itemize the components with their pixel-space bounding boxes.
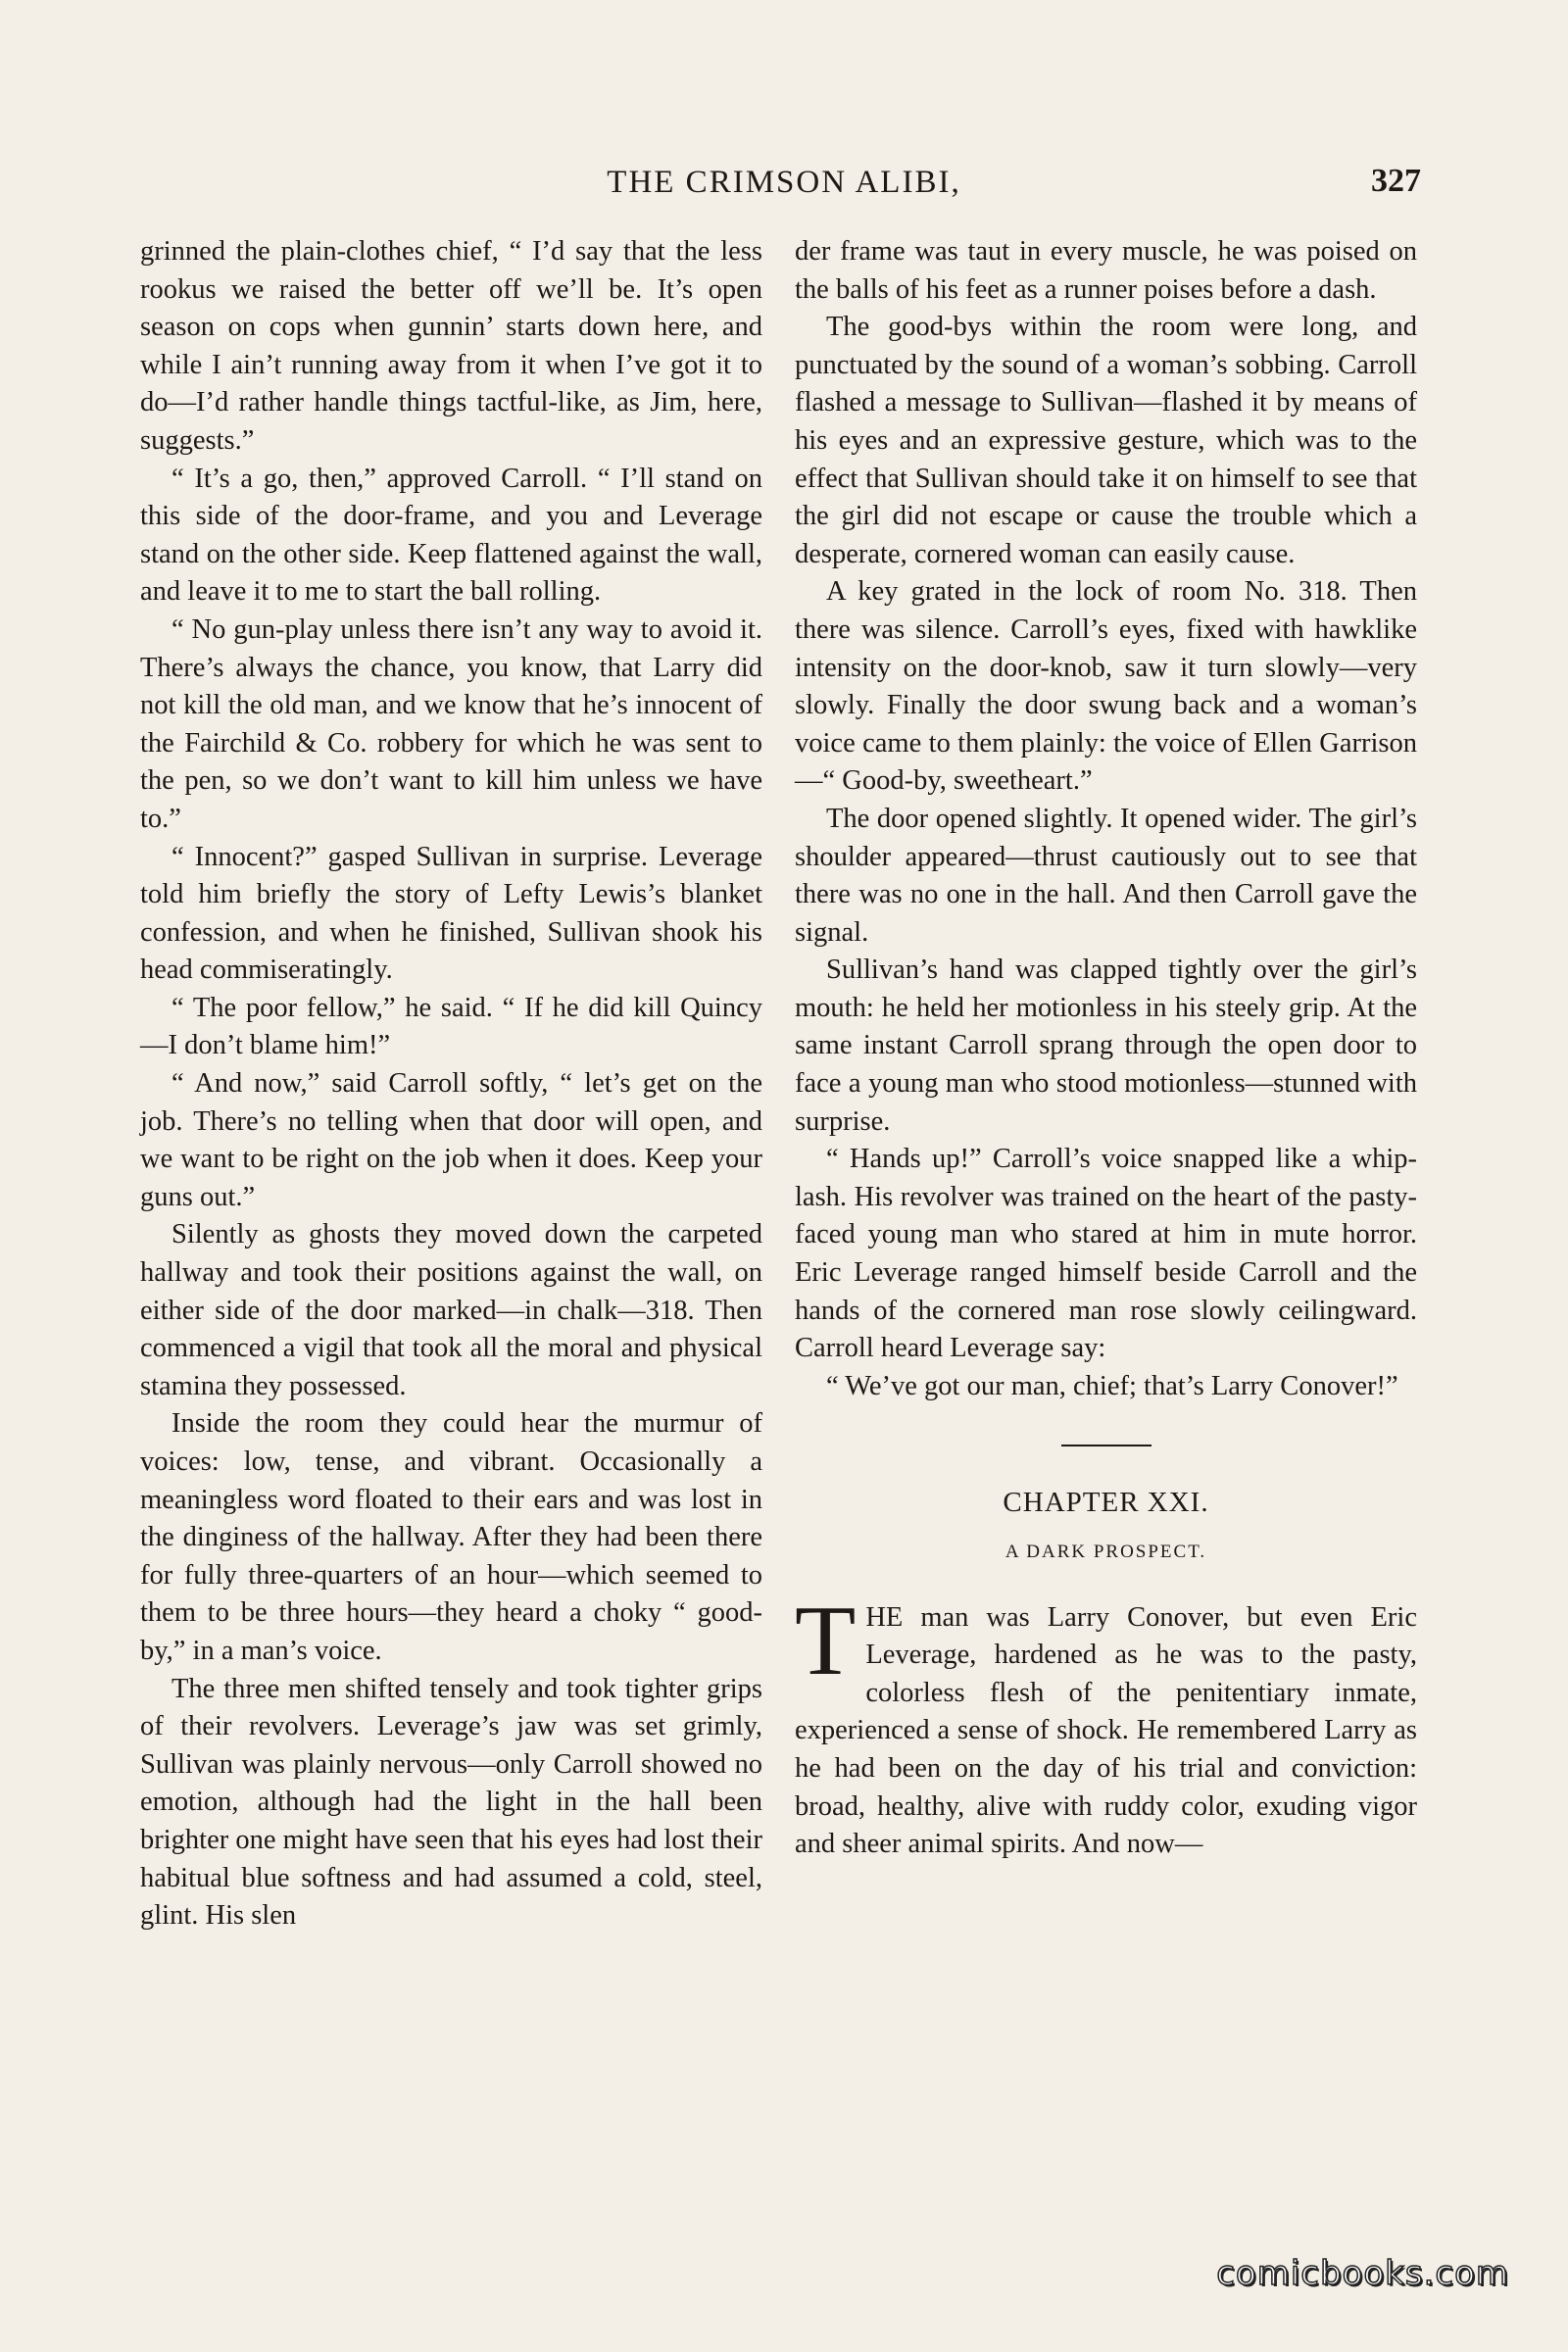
paragraph: The good-bys within the room were long, and punctuated by the sound of a woman’s sobbing. Carroll flashed a message to Sullivan—flashed it by means of his eyes and an expressive gesture, which was to the effect that Sullivan should take it on himself to see that the girl did not escape or cause the trouble which a desperate, cornered woman can easily cause. xyxy=(795,312,1417,569)
section-divider xyxy=(1061,1445,1152,1446)
paragraph: Sullivan’s hand was clapped tightly over the girl’s mouth: he held her motionless in his steely grip. At the same instant Carroll sprang through the open door to face a young man who stood motionless—stunned with surprise. xyxy=(795,955,1417,1137)
page-number: 327 xyxy=(1371,163,1421,199)
chapter-opening-paragraph xyxy=(795,1585,1417,1864)
paragraph: Silently as ghosts they moved down the carpeted hallway and took their positions against the wall, on either side of the door marked—in chalk—318. Then commenced a vigil that took all the moral and physical stamina they possessed. xyxy=(140,1219,762,1401)
paragraph: “ Innocent?” gasped Sullivan in surprise. Leverage told him briefly the story of Lefty Lewis’s blanket confession, and when he finished, Sullivan shook his head commiseratingly. xyxy=(140,841,762,986)
paragraph: “ Hands up!” Carroll’s voice snapped like a whip-lash. His revolver was trained on the heart of the pasty-faced young man who stared at him in mute horror. Eric Leverage ranged himself beside Carroll and the hands of the cornered man rose slowly ceilingward. Carroll heard Leverage say: xyxy=(795,1144,1417,1364)
right-column xyxy=(795,233,1417,1864)
paragraph: “ The poor fellow,” he said. “ If he did kill Quincy—I don’t blame him!” xyxy=(140,992,762,1061)
paragraph: der frame was taut in every muscle, he was poised on the balls of his feet as a runner poises before a dash. xyxy=(795,236,1417,305)
paragraph: grinned the plain-clothes chief, “ I’d say that the less rookus we raised the better off we’ll be. It’s open season on cops when gunnin’ starts down here, and while I ain’t running away from it when I’ve got it to do—I’d rather handle things tactful-like, as Jim, here, suggests.” xyxy=(140,236,762,456)
paragraph: “ It’s a go, then,” approved Carroll. “ I’ll stand on this side of the door-frame, and you and Leverage stand on the other side. Keep flattened against the wall, and leave it to me to start the ball rolling. xyxy=(140,463,762,608)
running-header xyxy=(0,165,1568,214)
paragraph: “ No gun-play unless there isn’t any way to avoid it. There’s always the chance, you know, that Larry did not kill the old man, and we know that he’s innocent of the Fairchild & Co. robbery for which he was sent to the pen, so we don’t want to kill him unless we have to.” xyxy=(140,613,762,834)
paragraph: The door opened slightly. It opened wider. The girl’s shoulder appeared—thrust cautiously out to see that there was no one in the hall. And then Carroll gave the signal. xyxy=(795,803,1417,948)
opening-text: HE man was Larry Conover, but even Eric Leverage, hardened as he was to the pasty, colorless flesh of the penitentiary inmate, experienced a sense of shock. He remembered Larry as he had been on the day of his trial and conviction: broad, healthy, alive with ruddy color, exuding vigor and sheer animal spirits. And now— xyxy=(795,1601,1417,1860)
paragraph: “ And now,” said Carroll softly, “ let’s get on the job. There’s no telling when that door will open, and we want to be right on the job when it does. Keep your guns out.” xyxy=(140,1068,762,1212)
paragraph: A key grated in the lock of room No. 318. Then there was silence. Carroll’s eyes, fixed with hawklike intensity on the door-knob, saw it turn slowly—very slowly. Finally the door swung back and a woman’s voice came to them plainly: the voice of Ellen Garrison—“ Good-by, sweetheart.” xyxy=(795,576,1417,797)
paragraph: “ We’ve got our man, chief; that’s Larry Conover!” xyxy=(826,1370,1398,1401)
paragraph: The three men shifted tensely and took tighter grips of their revolvers. Leverage’s jaw was set grimly, Sullivan was plainly nervous—only Carroll showed no emotion, although had the light in the hall been brighter one might have seen that his eyes had lost their habitual blue softness and had assumed a cold, steel, glint. His slen xyxy=(140,1673,762,1932)
watermark: comicbooks.com xyxy=(1216,2254,1509,2293)
chapter-title: CHAPTER XXI. xyxy=(1003,1487,1209,1519)
paragraph: Inside the room they could hear the murmur of voices: low, tense, and vibrant. Occasionally a meaningless word floated to their ears and was lost in the dinginess of the hallway. After they had been there for fully three-quarters of an hour—which seemed to them to be three hours—they heard a choky “ good-by,” in a man’s voice. xyxy=(140,1408,762,1666)
left-column xyxy=(140,233,762,1936)
drop-cap: T xyxy=(795,1585,857,1696)
chapter-subtitle: A DARK PROSPECT. xyxy=(1004,1542,1207,1562)
running-title: THE CRIMSON ALIBI, xyxy=(607,165,961,200)
